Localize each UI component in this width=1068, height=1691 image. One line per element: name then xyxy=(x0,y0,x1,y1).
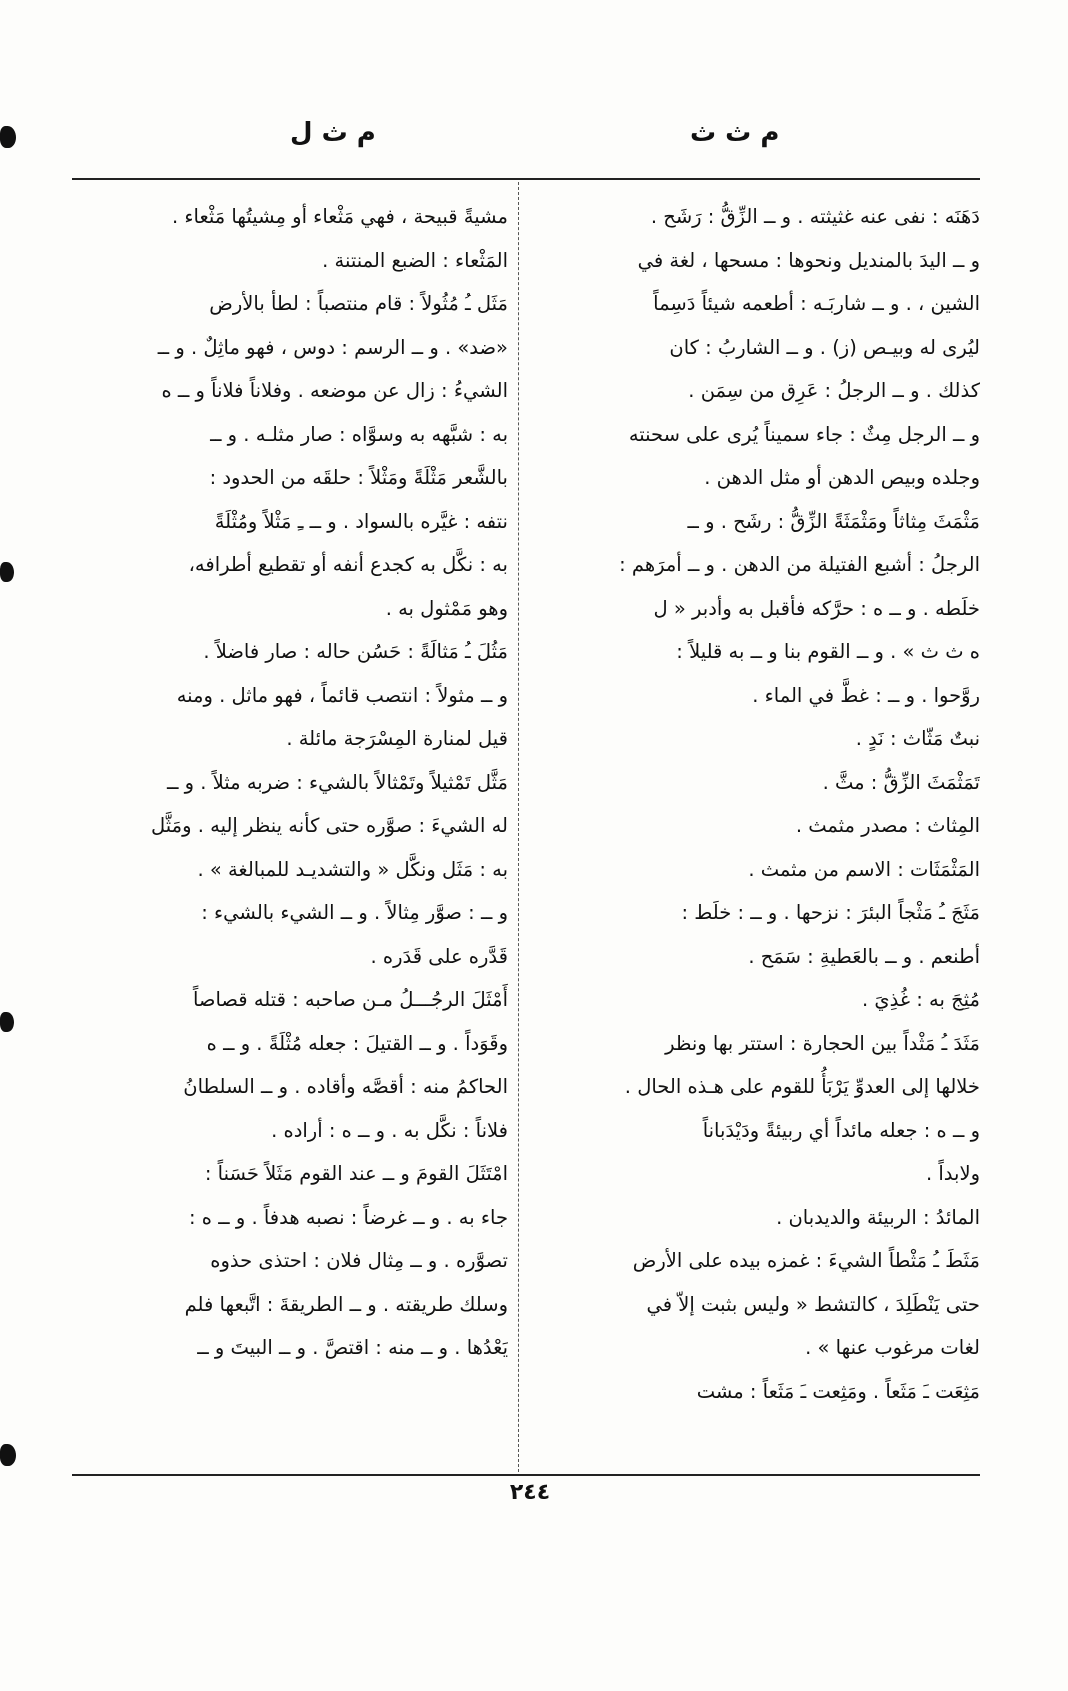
scan-smudge xyxy=(0,562,14,582)
page-number: ٢٤٤ xyxy=(509,1480,551,1505)
text-line: لغات مرغوب عنها » . xyxy=(805,1336,980,1359)
text-line: خلَطه . و ــ ه : حرَّكه فأقبل به وأدبر « ل xyxy=(653,596,980,620)
text-line: المائدُ : الربيئة والديدبان . xyxy=(776,1205,980,1229)
text-line: مَثُلَ ـُ مَثالَةً : حَسُن حاله : صار فاضلاً . xyxy=(203,640,508,663)
text-line: يَعْدُها . و ــ منه : اقتصَّ . و ــ البيتَ و ــ xyxy=(197,1336,508,1359)
text-line: حتى يَنْطَلِدَ ، كالتشط « وليس بثبت إلاّ في xyxy=(646,1292,980,1316)
text-line: مشيةً قبيحة ، فهي مَثْعاء أو مِشيتُها مَثْعاء . xyxy=(171,205,508,228)
text-line: مَثَطَ ـُ مَثْطاً الشيءَ : غمزه بيده على الأرض xyxy=(632,1249,980,1272)
text-line: الشيءُ : زال عن موضعه . وفلاناً فلاناً و ــ ه xyxy=(161,379,508,402)
text-line: وقَوَداً . و ــ القتيلَ : جعله مُثْلَةً . و ــ ه xyxy=(206,1031,508,1055)
text-line: تصوَّره . و ــ مِثال فلان : احتذى حذوه xyxy=(210,1249,508,1272)
text-line: المَثْعاء : الضبع المنتنة . xyxy=(322,248,508,272)
text-line: مَثِعَت ـَ مَثَعاً . ومَثِعت ـَ مَثَعاً : مشت xyxy=(696,1379,980,1403)
bottom-rule xyxy=(72,1474,980,1476)
text-line: جاء به . و ــ غرضاً : نصبه هدفاً . و ــ ه : xyxy=(189,1205,508,1229)
top-rule xyxy=(72,178,980,180)
text-line: مَثْمَثَ مِثاثاً ومَثْمَثَةً الزِّقُّ : رشَح . و ــ xyxy=(687,509,980,533)
text-line: و ــ مثولاً : انتصب قائماً ، فهو ماثل . ومنه xyxy=(176,683,508,707)
text-line: مَثَّل تَمْثيلاً وتَمْثالاً بالشيء : ضربه مثلاً . و ــ xyxy=(167,770,508,794)
text-line: نتفه : غيَّره بالسواد . و ــ ـِ مَثْلاً ومُثْلَةً xyxy=(214,509,508,533)
column-divider xyxy=(518,182,519,1472)
text-line: نبتٌ مَثّاث : نَدٍ . xyxy=(855,727,980,750)
text-line: ليُرى له وبيـص (ز) . و ــ الشاربُ : كان xyxy=(669,335,980,359)
text-line: وهو مَمْثول به . xyxy=(385,596,508,620)
text-line: المَثْمَثَات : الاسم من مثمث . xyxy=(748,857,980,881)
text-line: به : نكَّل به كجدع أنفه أو تقطيع أطرافه، xyxy=(188,553,508,576)
text-line: كذلك . و ــ الرجلُ : عَرِق من سِمَن . xyxy=(688,379,980,402)
text-line: و ــ : صوَّر مِثالاً . و ــ الشيء بالشيء : xyxy=(201,901,508,924)
text-line: و ــ اليدَ بالمنديل ونحوها : مسحها ، لغة في xyxy=(637,248,980,272)
text-line: مَثَجَ ـُ مَثْجاً البئرَ : نزحها . و ــ : خلَط : xyxy=(681,901,980,924)
text-line: أَمْثَلَ الرجُـــلُ مـن صاحبه : قتله قصاصاً xyxy=(192,988,508,1011)
text-line: تَمَثْمَثَ الزِّقُّ : مثَّ . xyxy=(822,770,980,794)
text-line: المِثاث : مصدر مثمث . xyxy=(795,814,980,837)
text-line: به : شبَّهه به وسوَّاه : صار مثلـه . و ــ xyxy=(210,422,508,446)
text-line: الحاكمُ منه : أقصَّه وأقاده . و ــ السلطانُ xyxy=(183,1075,508,1098)
text-line: بالشَّعر مَثْلَةً ومَثْلاً : حلقَه من الحدود : xyxy=(209,466,508,489)
text-line: و ــ الرجل مِثٌ : جاء سميناً يُرى على سحنته xyxy=(628,422,980,446)
text-line: امْتَثَلَ القومَ و ــ عند القوم مَثَلاً حَسَناً : xyxy=(204,1162,508,1185)
text-line: له الشيءَ : صوَّره حتى كأنه ينظر إليه . ومَثَّل xyxy=(151,814,508,837)
text-line: ه ث ث » . و ــ القوم بنا و ــ به قليلاً : xyxy=(676,640,980,663)
text-line: مَثَل ـُ مُثُولاً : قام منتصباً : لطأ بالأرض xyxy=(209,292,508,315)
text-line: وجلده وبيص الدهن أو مثل الدهن . xyxy=(704,466,980,489)
scan-smudge xyxy=(0,1012,14,1032)
text-line: مَثَدَ ـُ مَثْداً بين الحجارة : استتر بها ونظر xyxy=(665,1031,980,1055)
text-line: خلالها إلى العدوِّ يَرْبَأُ للقوم على هـذه الحال . xyxy=(624,1075,980,1098)
text-line: فلاناً : نكَّل به . و ــ ه : أراده . xyxy=(271,1118,508,1142)
text-line: ولابداً . xyxy=(925,1162,980,1185)
header-right-root: م ث ث xyxy=(690,118,780,148)
header-left-root: م ث ل xyxy=(290,118,376,148)
text-line: و ــ ه : جعله مائداً أي ربيئةً ودَيْدَباناً xyxy=(702,1118,980,1142)
text-line: أطنعم . و ــ بالعَطيةِ : سَمَح . xyxy=(748,944,980,968)
scan-smudge xyxy=(0,126,16,148)
text-line: روَّحوا . و ــ : غطَّ في الماء . xyxy=(752,683,980,707)
text-line: دَهَنَه : نفى عنه غثيثته . و ــ الزِّقُّ : رَشَح . xyxy=(650,205,980,228)
text-line: مُثِجَ به : غُذِيَ . xyxy=(861,988,980,1011)
text-line: «ضد» . و ــ الرسم : دوس ، فهو ماثِلٌ . و ــ xyxy=(157,335,508,359)
scan-smudge xyxy=(0,1444,16,1466)
text-line: قَدَّره على قَدَره . xyxy=(370,944,508,968)
right-column xyxy=(528,195,980,1465)
text-line: الرجلُ : أشبع الفتيلة من الدهن . و ــ أمرَهم : xyxy=(619,553,980,576)
left-column xyxy=(78,195,508,1465)
text-line: الشين ، . و ــ شاربَـه : أطعمه شيئاً دَسِماً xyxy=(653,292,980,315)
text-line: وسلك طريقته . و ــ الطريقةَ : اتَّبعها فلم xyxy=(184,1292,508,1316)
text-line: به : مَثَل ونكَّل « والتشديـد للمبالغة » . xyxy=(197,857,508,881)
text-line: قيل لمنارة المِسْرَجة مائلة . xyxy=(286,727,508,750)
